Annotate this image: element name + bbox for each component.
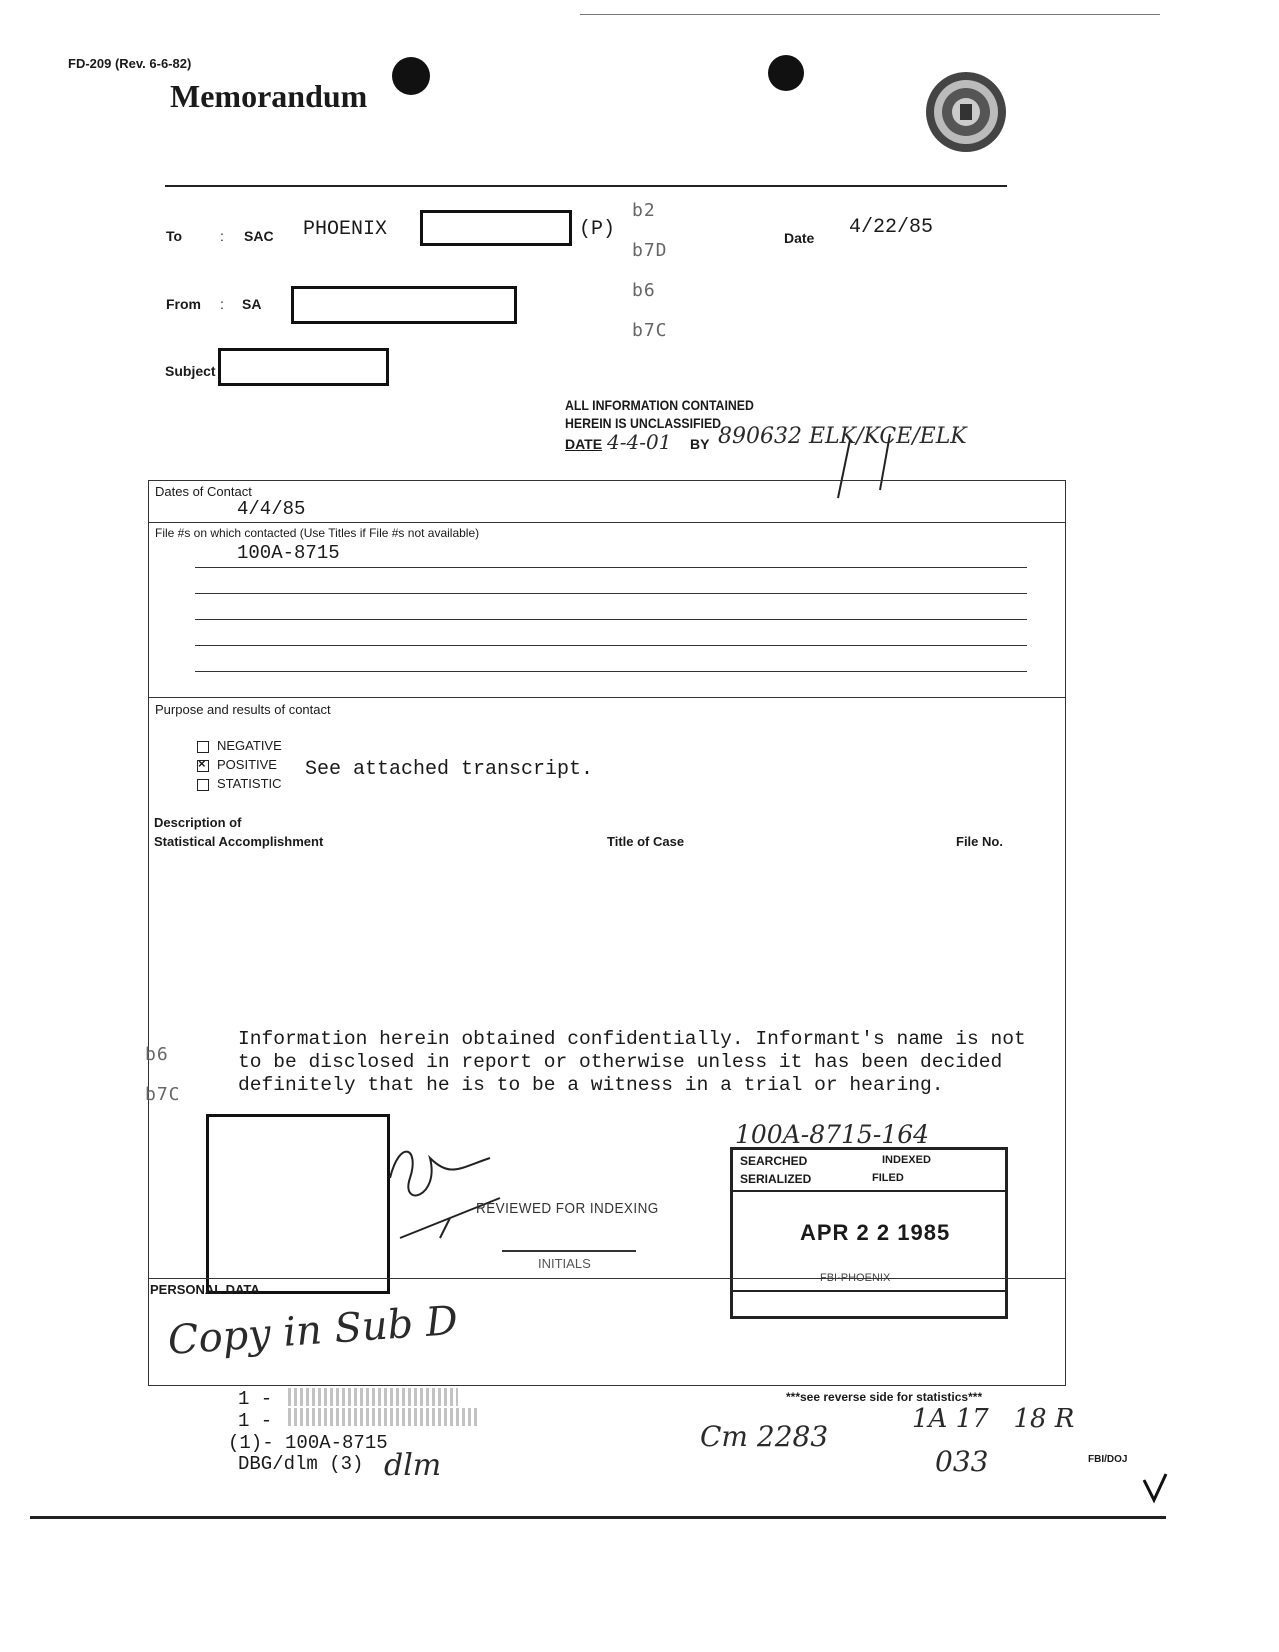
redacted-subject-box [218, 348, 389, 386]
files-divider [148, 697, 1066, 698]
files-line-3 [195, 619, 1027, 620]
file-no-label: File No. [956, 834, 1003, 849]
declass-line-2: HEREIN IS UNCLASSIFIED [565, 415, 722, 431]
date-value: 4/22/85 [849, 216, 934, 239]
declass-signature: 890632 ELK/KCE/ELK [718, 424, 967, 449]
exemption-b2: b2 [632, 200, 656, 221]
exemption-b7c: b7C [632, 320, 668, 341]
cc-line-1-obscured [288, 1388, 458, 1406]
bottom-rule [30, 1516, 1166, 1519]
see-reverse: ***see reverse side for statistics*** [786, 1390, 983, 1404]
to-office: PHOENIX [303, 218, 388, 241]
fbi-seal-icon [924, 70, 1008, 154]
initials-label: INITIALS [538, 1256, 591, 1271]
nums-hand: 1A 17 18 R [912, 1404, 1075, 1434]
fbi-doj-mark: FBI/DOJ [1088, 1454, 1128, 1465]
personal-label: PERSONAL DATA [150, 1282, 260, 1297]
stamp-bottom-divider [733, 1290, 1005, 1292]
to-suffix: (P) [579, 218, 616, 241]
stamp-divider [733, 1190, 1005, 1192]
cc-line-2: 1 - [238, 1410, 273, 1432]
header-rule [165, 185, 1007, 187]
date-label: Date [784, 230, 815, 246]
to-value: SAC [244, 228, 274, 244]
checkbox-box-checked[interactable] [197, 760, 209, 772]
declass-date-hand: 4-4-01 [607, 430, 672, 454]
serialized-label: SERIALIZED [740, 1172, 812, 1186]
checkbox-positive[interactable]: ×POSITIVE [197, 757, 277, 772]
files-line-1 [195, 567, 1027, 568]
typist-line: DBG/dlm (3) [238, 1453, 364, 1475]
declass-by: BY [690, 436, 710, 452]
checkbox-statistic[interactable]: STATISTIC [197, 776, 282, 791]
declass-line-1: ALL INFORMATION CONTAINED [565, 397, 754, 413]
cc-line-1: 1 - [238, 1388, 273, 1410]
dates-divider [148, 522, 1066, 523]
from-value: SA [242, 296, 262, 312]
nums2-hand: 033 [935, 1445, 989, 1478]
indexed-label: INDEXED [882, 1154, 931, 1166]
confidential-notice: Information herein obtained confidentially. Informant's name is not to be disclosed in report or otherwise unless it has been decided definitely that he is to be a witness in a trial or hearing. [238, 1028, 1026, 1096]
purpose-label: Purpose and results of contact [155, 702, 331, 717]
personal-divider [148, 1278, 1066, 1279]
memo-title: Memorandum [170, 78, 368, 114]
files-value: 100A-8715 [237, 542, 340, 564]
declass-date-prefix: DATE [565, 436, 603, 452]
checkbox-negative[interactable]: NEGATIVE [197, 738, 282, 753]
stamp-office: FBI-PHOENIX [820, 1272, 891, 1284]
cm-note-hand: Cm 2283 [700, 1420, 829, 1453]
initials-rule [502, 1250, 636, 1252]
stamp-date: APR 2 2 1985 [800, 1220, 951, 1245]
redacted-from-box [291, 286, 517, 324]
exemption-b7c-lower: b7C [145, 1084, 181, 1105]
exemption-b6: b6 [632, 280, 656, 301]
file-number-hand: 100A-8715-164 [735, 1120, 930, 1149]
to-label: To [166, 228, 183, 244]
punch-hole-right [768, 55, 804, 91]
from-colon: : [220, 296, 224, 312]
searched-label: SEARCHED [740, 1154, 808, 1168]
title-case-label: Title of Case [607, 834, 685, 849]
check-mark-icon [1140, 1470, 1170, 1504]
files-line-2 [195, 593, 1027, 594]
redacted-to-box [420, 210, 572, 246]
from-label: From [166, 296, 201, 312]
exemption-b6-lower: b6 [145, 1044, 169, 1065]
reviewed-stamp: REVIEWED FOR INDEXING [476, 1200, 659, 1217]
to-colon: : [220, 228, 224, 244]
files-line-5 [195, 671, 1027, 672]
subject-label: Subject [165, 363, 216, 379]
exemption-b7d: b7D [632, 240, 668, 261]
checkbox-box[interactable] [197, 779, 209, 791]
dates-value: 4/4/85 [237, 498, 306, 520]
cc-line-2-obscured [288, 1408, 478, 1426]
desc-label-1: Description of [154, 815, 242, 830]
initials-hand: dlm [384, 1448, 442, 1483]
files-label: File #s on which contacted (Use Titles if File #s not available) [155, 526, 480, 540]
files-line-4 [195, 645, 1027, 646]
dates-label: Dates of Contact [155, 484, 252, 499]
checkbox-box[interactable] [197, 741, 209, 753]
scribble-signature-icon [380, 1138, 510, 1248]
desc-label-2: Statistical Accomplishment [154, 834, 324, 849]
copy-note-hand: Copy in Sub D [166, 1297, 460, 1364]
redacted-informant-box [206, 1114, 390, 1294]
punch-hole-left [392, 57, 430, 95]
form-id: FD-209 (Rev. 6-6-82) [68, 56, 192, 71]
filed-label: FILED [872, 1172, 904, 1184]
cc-line-3: (1)- 100A-8715 [228, 1432, 388, 1454]
top-rule [580, 14, 1160, 15]
purpose-text: See attached transcript. [305, 758, 594, 781]
